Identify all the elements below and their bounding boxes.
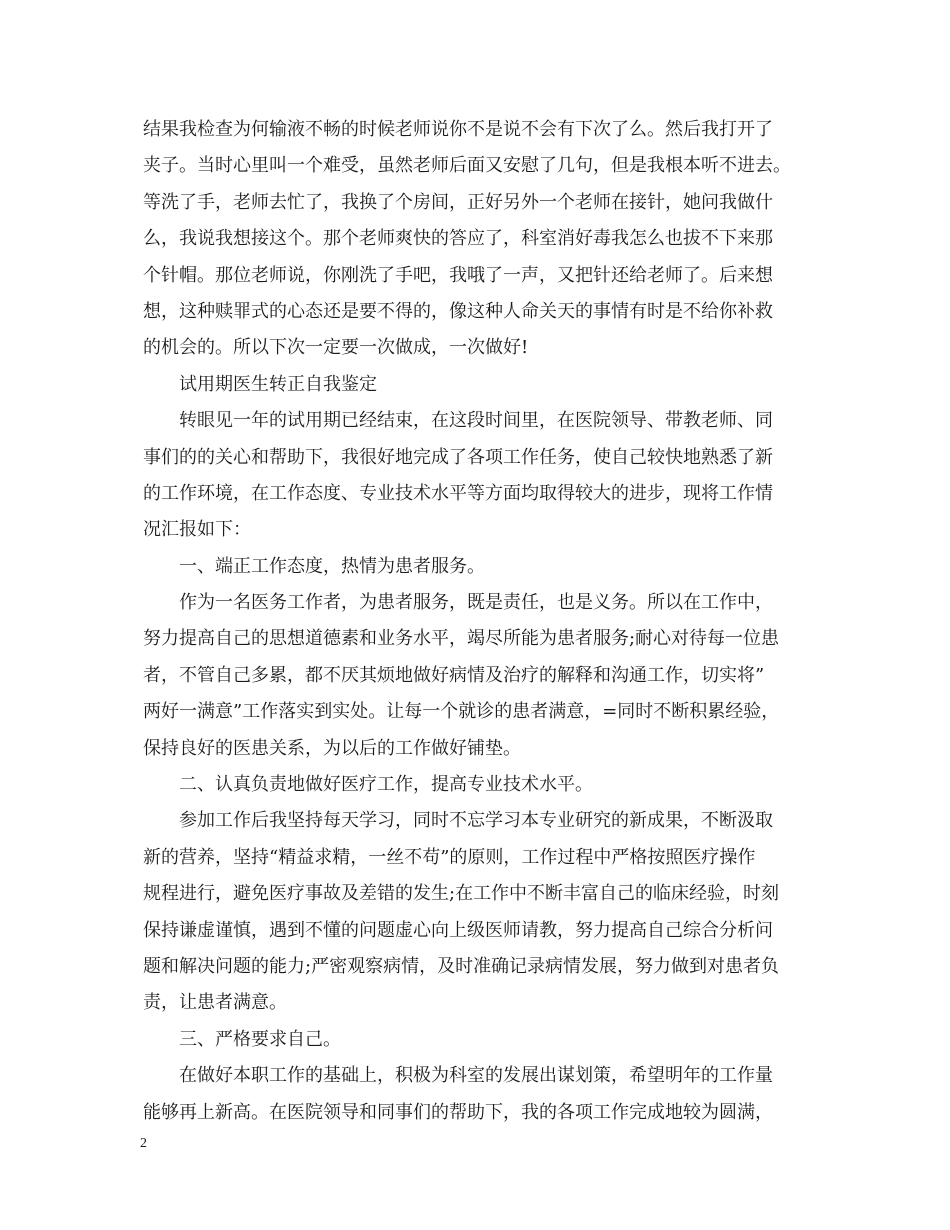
text-line: 么，我说我想接这个。那个老师爽快的答应了，科室消好毒我怎么也拔不下来那 bbox=[143, 228, 773, 250]
text-line: 个针帽。那位老师说，你刚洗了手吧，我哦了一声，又把针还给老师了。后来想 bbox=[143, 264, 773, 286]
text-line: 的机会的。所以下次一定要一次做成，一次做好! bbox=[143, 337, 529, 359]
text-line: 保持良好的医患关系，为以后的工作做好铺垫。 bbox=[143, 737, 521, 759]
text-line: 转眼见一年的试用期已经结束，在这段时间里，在医院领导、带教老师、同 bbox=[179, 410, 773, 432]
document-body bbox=[143, 112, 815, 1131]
text-line: 规程进行，避免医疗事故及差错的发生;在工作中不断丰富自己的临床经验，时刻 bbox=[143, 883, 780, 905]
text-line: 等洗了手，老师去忙了，我换了个房间，正好另外一个老师在接针，她问我做什 bbox=[143, 191, 773, 213]
text-line: 题和解决问题的能力;严密观察病情，及时准确记录病情发展，努力做到对患者负 bbox=[143, 955, 780, 977]
text-line: 在做好本职工作的基础上，积极为科室的发展出谋划策，希望明年的工作量 bbox=[179, 1065, 773, 1087]
text-line: 能够再上新高。在医院领导和同事们的帮助下，我的各项工作完成地较为圆满， bbox=[143, 1101, 773, 1123]
text-line: 况汇报如下： bbox=[143, 519, 251, 541]
text-line: 作为一名医务工作者，为患者服务，既是责任，也是义务。所以在工作中， bbox=[179, 592, 773, 614]
text-line: 结果我检查为何输液不畅的时候老师说你不是说不会有下次了么。然后我打开了 bbox=[143, 119, 773, 140]
text-line: 努力提高自己的思想道德素和业务水平，竭尽所能为患者服务;耐心对待每一位患 bbox=[143, 628, 780, 650]
text-line: 责，让患者满意。 bbox=[143, 992, 287, 1014]
text-line: 新的营养，坚持“精益求精，一丝不苟”的原则，工作过程中严格按照医疗操作 bbox=[143, 846, 756, 868]
text-line: 保持谦虚谨慎，遇到不懂的问题虚心向上级医师请教，努力提高自己综合分析问 bbox=[143, 919, 773, 941]
text-line: 事们的的关心和帮助下，我很好地完成了各项工作任务，使自己较快地熟悉了新 bbox=[143, 446, 773, 468]
text-line: 想，这种赎罪式的心态还是要不得的，像这种人命关天的事情有时是不给你补救 bbox=[143, 300, 773, 322]
text-line: 夹子。当时心里叫一个难受，虽然老师后面又安慰了几句，但是我根本听不进去。 bbox=[143, 155, 791, 177]
text-line: 三、严格要求自己。 bbox=[179, 1028, 341, 1050]
text-line: 参加工作后我坚持每天学习，同时不忘学习本专业研究的新成果，不断汲取 bbox=[179, 810, 773, 832]
page-number: 2 bbox=[140, 1136, 147, 1151]
text-line: 者，不管自己多累，都不厌其烦地做好病情及治疗的解释和沟通工作，切实将” bbox=[143, 664, 765, 686]
text-line: 的工作环境，在工作态度、专业技术水平等方面均取得较大的进步，现将工作情 bbox=[143, 482, 773, 504]
text-line: 试用期医生转正自我鉴定 bbox=[179, 373, 377, 395]
text-line: 二、认真负责地做好医疗工作，提高专业技术水平。 bbox=[179, 774, 593, 796]
text-line: 一、端正工作态度，热情为患者服务。 bbox=[179, 555, 485, 577]
text-line: 两好一满意”工作落实到实处。让每一个就诊的患者满意，=同时不断积累经验， bbox=[143, 701, 780, 723]
